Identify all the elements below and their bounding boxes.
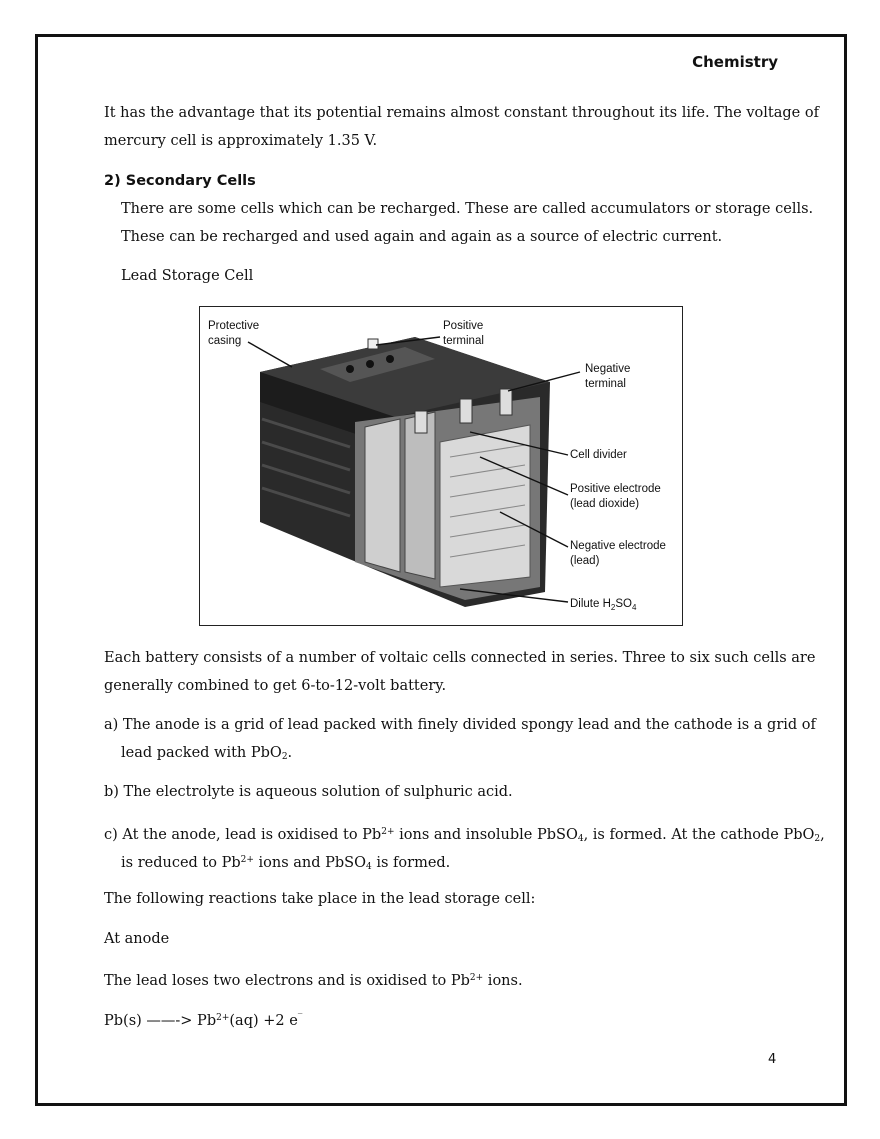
point-c-line-1: c) At the anode, lead is oxidised to $Pb^{2+}$ ions and insoluble PbSO$_4$, is formed. At the cathode PbO$_2$, — [104, 827, 825, 844]
label-positive-electrode-1: Positive electrode — [570, 483, 661, 495]
intro-line-1: It has the advantage that its potential remains almost constant throughout its life. The voltage of — [104, 105, 819, 121]
negative-terminal-post — [500, 389, 512, 415]
intro-line-2: mercury cell is approximately 1.35 V. — [104, 133, 378, 149]
battery-diagram — [200, 307, 682, 625]
lead-oxidation-text: The lead loses two electrons and is oxidised to $Pb^{2+}$ ions. — [104, 973, 523, 989]
figure-caption: Lead Storage Cell — [121, 268, 254, 284]
anode-equation: Pb(s) ——-> $Pb^{2+}(aq) +2$ e‾ — [104, 1013, 303, 1029]
positive-terminal-post — [368, 339, 378, 349]
label-negative-electrode-1: Negative electrode — [570, 540, 666, 552]
label-negative-terminal-1: Negative — [585, 363, 631, 375]
label-positive-electrode-2: (lead dioxide) — [570, 498, 640, 510]
point-b: b) The electrolyte is aqueous solution of sulphuric acid. — [104, 784, 513, 800]
label-protective-casing-2: casing — [208, 335, 242, 347]
point-a-line-1: a) The anode is a grid of lead packed with finely divided spongy lead and the cathode is a grid of — [104, 717, 816, 733]
label-protective-casing-1: Protective — [208, 320, 260, 332]
label-positive-terminal-1: Positive — [443, 320, 484, 332]
page-number: 4 — [768, 1052, 777, 1067]
point-a-line-2: lead packed with PbO$_2$. — [121, 745, 293, 762]
label-negative-terminal-2: terminal — [585, 378, 626, 390]
lead-storage-cell-figure — [199, 306, 683, 626]
battery-line-2: generally combined to get 6-to-12-volt battery. — [104, 678, 447, 694]
battery-line-1: Each battery consists of a number of voltaic cells connected in series. Three to six such cells are — [104, 650, 816, 666]
secondary-line-2: These can be recharged and used again and again as a source of electric current. — [121, 229, 723, 245]
point-c-line-2: is reduced to $Pb^{2+}$ ions and PbSO$_4$ is formed. — [121, 855, 451, 872]
label-cell-divider: Cell divider — [570, 449, 627, 461]
label-dilute-h2so4: Dilute $H_2SO_4$ — [570, 598, 637, 612]
section-heading: 2) Secondary Cells — [104, 173, 256, 189]
label-positive-terminal-2: terminal — [443, 335, 484, 347]
reactions-intro: The following reactions take place in the lead storage cell: — [104, 891, 536, 907]
page-header-subject: Chemistry — [692, 53, 778, 71]
secondary-line-1: There are some cells which can be recharged. These are called accumulators or storage cells. — [121, 201, 814, 217]
label-negative-electrode-2: (lead) — [570, 555, 600, 567]
at-anode-heading: At anode — [104, 931, 170, 947]
